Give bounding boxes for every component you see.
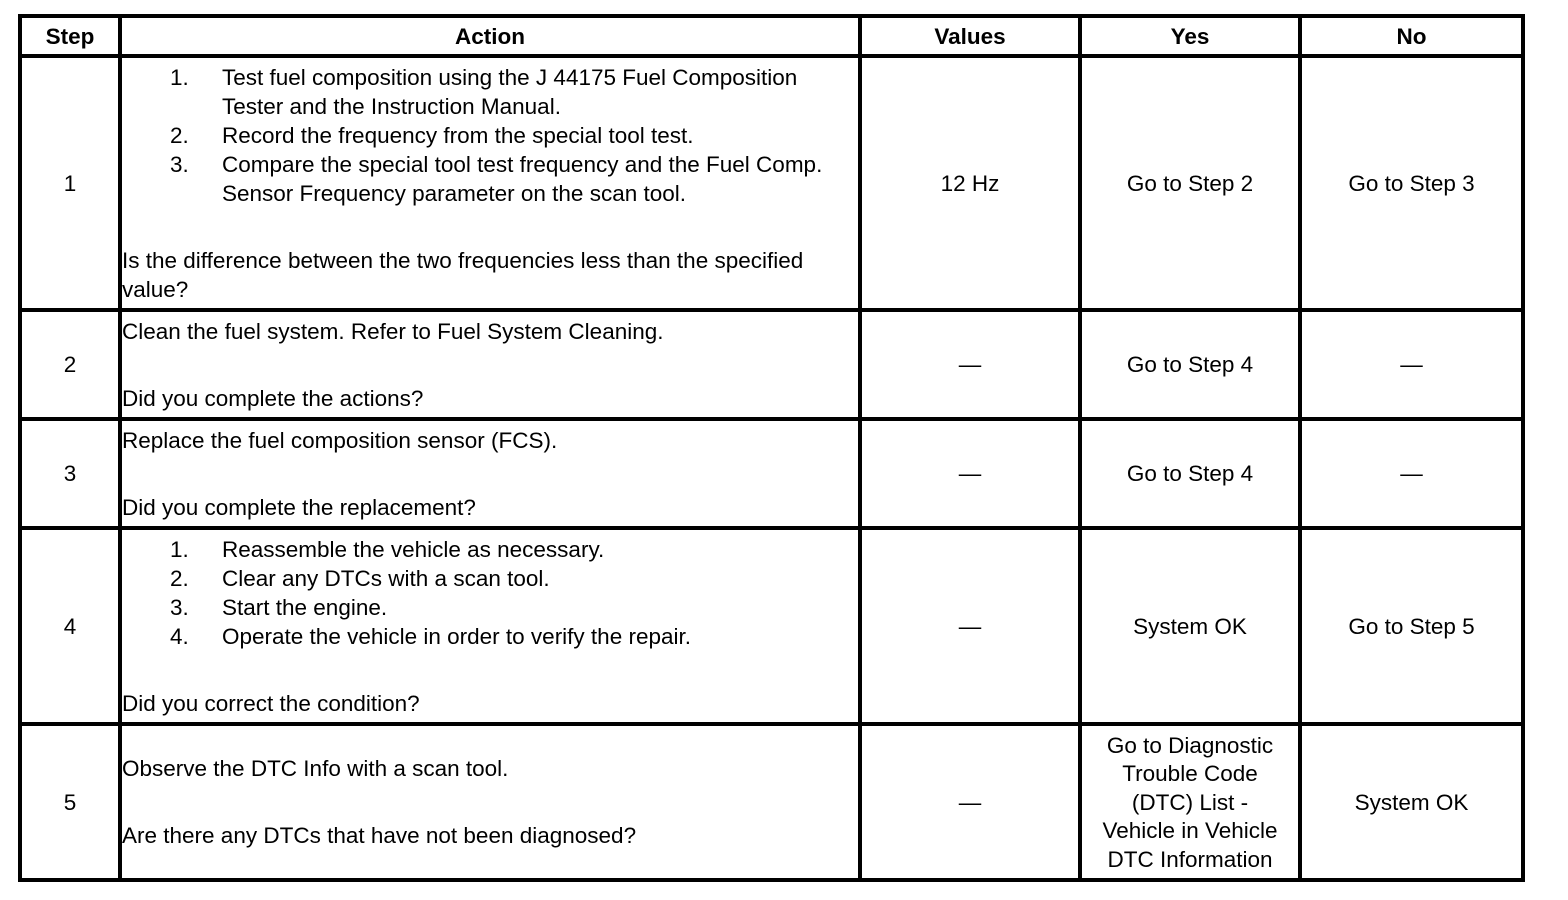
- list-item-number: 3.: [170, 594, 189, 620]
- header-row: [20, 16, 1523, 56]
- action-cell: [120, 56, 860, 310]
- list-item: [170, 593, 858, 622]
- list-item: [170, 564, 858, 593]
- action-question: Are there any DTCs that have not been diagnosed?: [122, 823, 637, 848]
- list-item-number: 2.: [170, 122, 189, 148]
- action-list: [122, 63, 858, 208]
- step-number: 1: [20, 56, 120, 310]
- list-item: [170, 535, 858, 564]
- list-item-number: 3.: [170, 151, 189, 177]
- yes-line: DTC Information: [1107, 846, 1273, 872]
- values-cell: —: [860, 419, 1080, 528]
- list-item-text: Operate the vehicle in order to verify the repair.: [222, 623, 691, 649]
- values-cell: —: [860, 310, 1080, 419]
- list-item-number: 4.: [170, 623, 189, 649]
- action-instruction: Replace the fuel composition sensor (FCS).: [122, 427, 558, 453]
- action-instruction: Observe the DTC Info with a scan tool.: [122, 756, 509, 781]
- action-question: Did you complete the replacement?: [122, 494, 476, 520]
- action-question: Did you complete the actions?: [122, 385, 424, 411]
- action-cell: [120, 310, 860, 419]
- yes-line: Vehicle in Vehicle: [1102, 818, 1278, 844]
- table-row: [20, 724, 1523, 880]
- list-item: [170, 150, 858, 208]
- action-question: Is the difference between the two frequencies less than the specified value?: [122, 247, 804, 302]
- list-item-text: Start the engine.: [222, 594, 388, 620]
- diagnostic-table: [18, 14, 1525, 882]
- step-number: 3: [20, 419, 120, 528]
- action-instruction: Clean the fuel system. Refer to Fuel System Cleaning.: [122, 318, 664, 344]
- action-list: [122, 535, 858, 651]
- list-item: [170, 121, 858, 150]
- table-row: [20, 56, 1523, 310]
- header-values: Values: [860, 16, 1080, 56]
- action-cell: [120, 528, 860, 724]
- list-item: [170, 63, 858, 121]
- yes-cell: Go to Step 4: [1080, 310, 1300, 419]
- no-cell: System OK: [1300, 724, 1523, 880]
- list-item-text: Clear any DTCs with a scan tool.: [222, 565, 550, 591]
- action-question: Did you correct the condition?: [122, 690, 420, 716]
- list-item-number: 2.: [170, 565, 189, 591]
- header-no: No: [1300, 16, 1523, 56]
- header-action: Action: [120, 16, 860, 56]
- list-item-number: 1.: [170, 536, 189, 562]
- yes-cell: Go to Step 2: [1080, 56, 1300, 310]
- header-step: Step: [20, 16, 120, 56]
- values-cell: —: [860, 724, 1080, 880]
- yes-cell: [1080, 724, 1300, 880]
- yes-cell: Go to Step 4: [1080, 419, 1300, 528]
- list-item-text: Test fuel composition using the J 44175 Fuel Composition Tester and the Instruction Manual.: [222, 64, 798, 119]
- action-cell: [120, 724, 860, 880]
- list-item-number: 1.: [170, 64, 189, 90]
- step-number: 5: [20, 724, 120, 880]
- list-item-text: Reassemble the vehicle as necessary.: [222, 536, 605, 562]
- step-number: 4: [20, 528, 120, 724]
- yes-line: Trouble Code: [1122, 761, 1258, 787]
- no-cell: —: [1300, 419, 1523, 528]
- table-row: [20, 419, 1523, 528]
- list-item: [170, 622, 858, 651]
- values-cell: —: [860, 528, 1080, 724]
- yes-reference: [1082, 730, 1298, 875]
- no-cell: Go to Step 5: [1300, 528, 1523, 724]
- list-item-text: Record the frequency from the special tool test.: [222, 122, 694, 148]
- list-item-text: Compare the special tool test frequency and the Fuel Comp. Sensor Frequency parameter on the scan tool.: [222, 151, 823, 206]
- yes-line: Go to Diagnostic: [1106, 732, 1274, 758]
- table-row: [20, 310, 1523, 419]
- no-cell: —: [1300, 310, 1523, 419]
- yes-cell: System OK: [1080, 528, 1300, 724]
- action-cell: [120, 419, 860, 528]
- step-number: 2: [20, 310, 120, 419]
- header-yes: Yes: [1080, 16, 1300, 56]
- values-cell: 12 Hz: [860, 56, 1080, 310]
- table-row: [20, 528, 1523, 724]
- yes-line: (DTC) List -: [1131, 789, 1249, 815]
- no-cell: Go to Step 3: [1300, 56, 1523, 310]
